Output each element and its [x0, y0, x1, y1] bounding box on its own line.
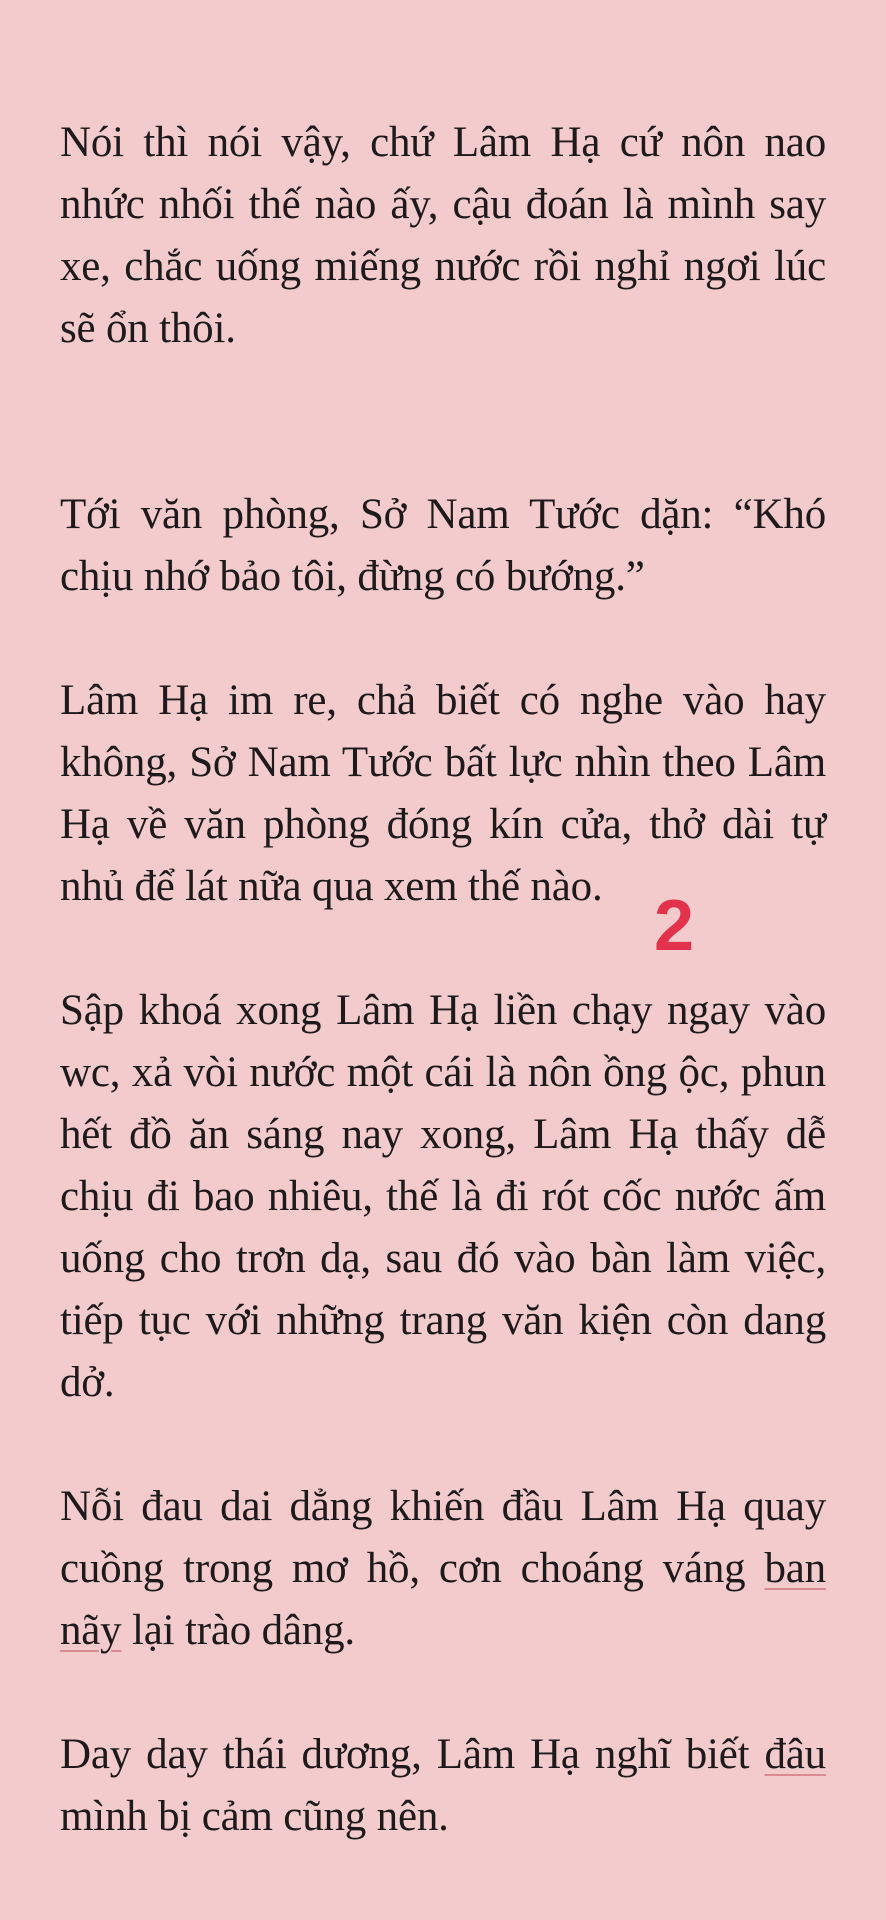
page-marker-number: 2 [654, 886, 695, 966]
paragraph-5-text-start: Nỗi đau dai dẳng khiến đầu Lâm Hạ quay cuồng trong mơ hồ, cơn choáng váng [60, 1483, 826, 1592]
paragraph-2: Tới văn phòng, Sở Nam Tước dặn: “Khó chịu nhớ bảo tôi, đừng có bướng.” [60, 491, 826, 600]
paragraph-5 [60, 1476, 826, 1662]
paragraph-5-underlined-phrase: ban nãy [60, 1545, 826, 1654]
paragraph-6-text-end: mình bị cảm cũng nên. [60, 1793, 449, 1840]
paragraph-3: Lâm Hạ im re, chả biết có nghe vào hay không, Sở Nam Tước bất lực nhìn theo Lâm Hạ về văn phòng đóng kín cửa, thở dài tự nhủ để lát nữa qua xem thế nào. [60, 677, 826, 910]
paragraph-4: Sập khoá xong Lâm Hạ liền chạy ngay vào wc, xả vòi nước một cái là nôn ồng ộc, phun hết đồ ăn sáng nay xong, Lâm Hạ thấy dễ chịu đi bao nhiêu, thế là đi rót cốc nước ấm uống cho trơn dạ, sau đó vào bàn làm việc, tiếp tục với những trang văn kiện còn dang dở. [60, 987, 826, 1406]
paragraph-1: Nói thì nói vậy, chứ Lâm Hạ cứ nôn nao nhức nhối thế nào ấy, cậu đoán là mình say xe, chắc uống miếng nước rồi nghỉ ngơi lúc sẽ ổn thôi. [60, 119, 826, 352]
paragraph-6 [60, 1724, 826, 1848]
paragraph-5-text-end: lại trào dâng. [121, 1607, 355, 1654]
paragraph-6-text-start: Day day thái dương, Lâm Hạ nghĩ biết [60, 1731, 765, 1778]
paragraph-6-underlined-word: đâu [764, 1731, 826, 1778]
story-text-page [60, 112, 826, 1848]
